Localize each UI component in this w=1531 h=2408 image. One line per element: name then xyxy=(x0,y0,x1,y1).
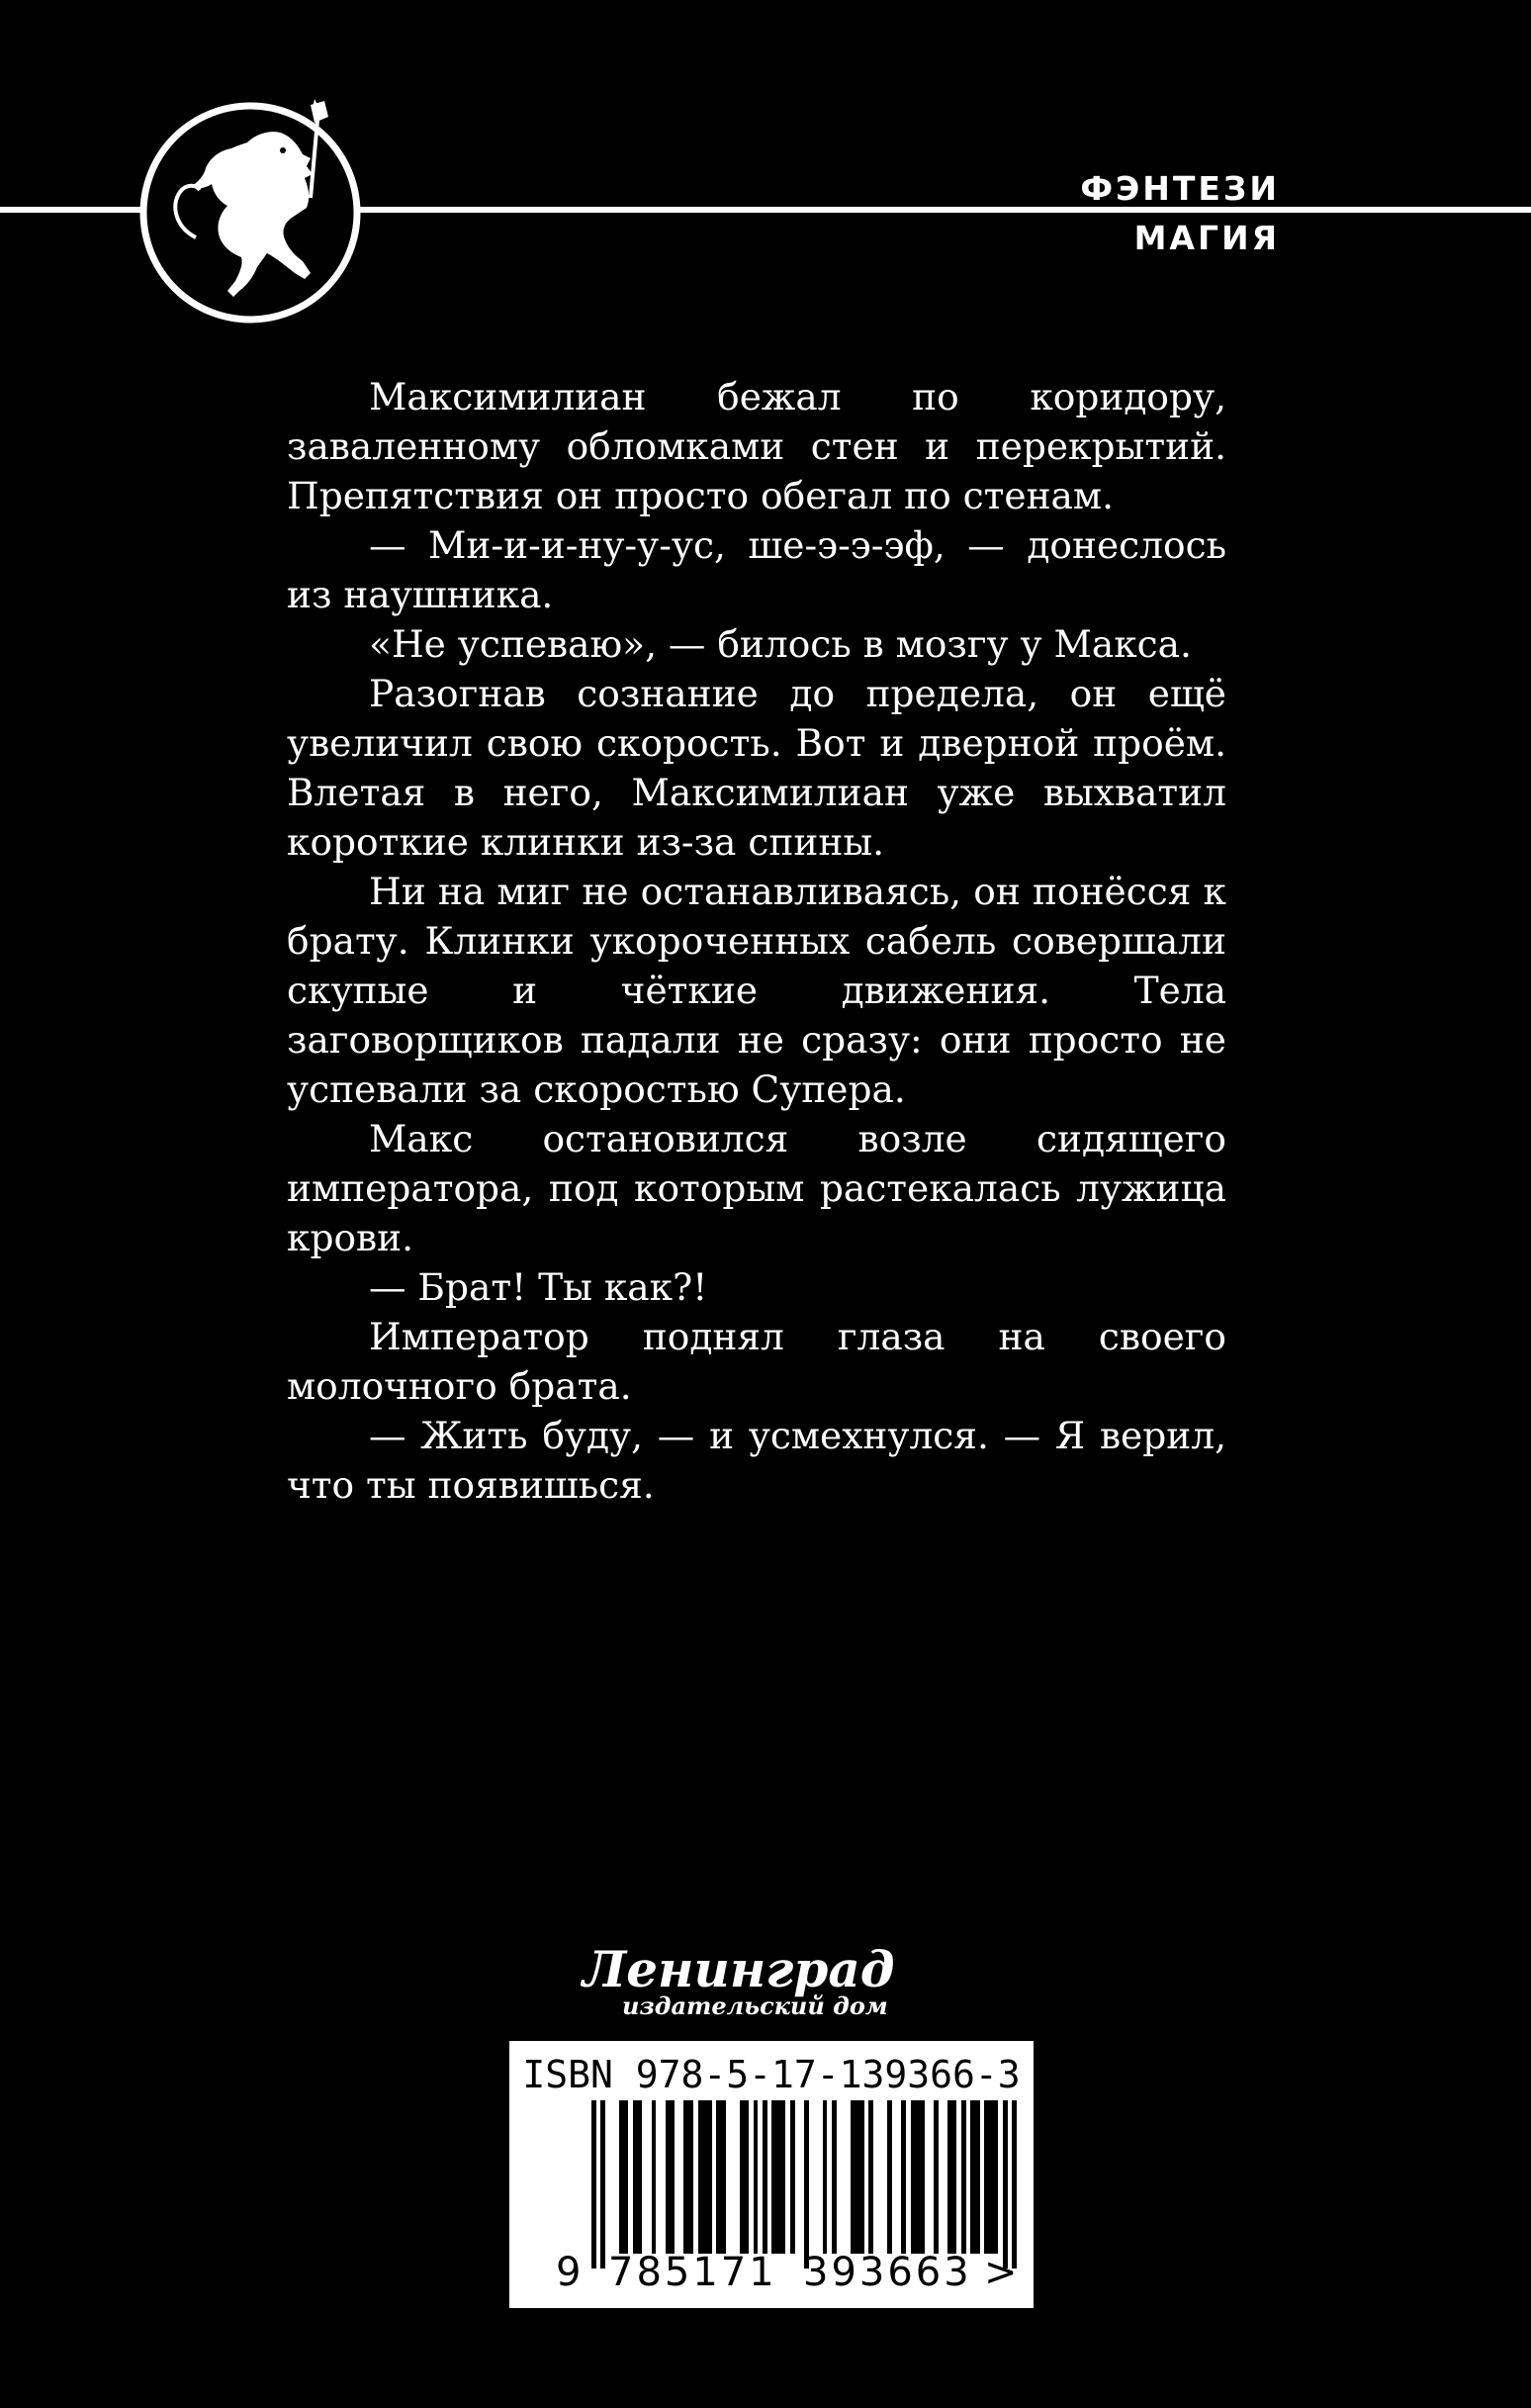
barcode-bar xyxy=(670,2100,675,2254)
barcode-bar xyxy=(859,2100,864,2254)
isbn-label: ISBN 978-5-17-139366-3 xyxy=(522,2053,1021,2096)
blurb-paragraph: Максимилиан бежал по коридору, заваленному обломками стен и перекрытий. Препятствия он просто обегал по стенам. xyxy=(287,375,1226,517)
blurb-text xyxy=(287,372,1226,1510)
barcode-bar xyxy=(832,2100,837,2254)
barcode-bar xyxy=(887,2100,892,2254)
barcode-bar xyxy=(600,2100,605,2269)
blurb-paragraph: Разогнав сознание до предела, он ещё увеличил свою скорость. Вот и дверной проём. Влетая в него, Максимилиан уже выхватил короткие клинки из-за спины. xyxy=(287,672,1226,864)
lion-emblem-icon xyxy=(136,99,364,326)
barcode-left-digits: 785171 xyxy=(608,2250,777,2295)
blurb-paragraph: — Ми-и-и-ну-у-ус, ше-э-э-эф, — донеслось из наушника. xyxy=(287,523,1226,616)
blurb-paragraph: Ни на миг не останавливаясь, он понёсся к брату. Клинки укороченных сабель совершали скупые и чёткие движения. Тела заговорщиков падали не сразу: они просто не успевали за скоростью Супера. xyxy=(287,870,1226,1111)
genre-fantasy: ФЭНТЕЗИ xyxy=(1080,169,1280,208)
barcode-bar xyxy=(688,2100,693,2254)
barcode-bar xyxy=(1012,2100,1017,2269)
blurb-paragraph: Император поднял глаза на своего молочного брата. xyxy=(287,1315,1226,1408)
genre-labels xyxy=(1080,164,1280,263)
barcode-bar xyxy=(790,2100,795,2254)
blurb-paragraph: — Жить буду, — и усмехнулся. — Я верил, что ты появишься. xyxy=(287,1414,1226,1507)
barcode-bar xyxy=(744,2100,749,2254)
barcode-bar xyxy=(804,2100,809,2269)
publisher-subtitle: издательский дом xyxy=(622,1991,888,2018)
barcode-quiet-mark: > xyxy=(984,2250,1018,2295)
barcode-bar xyxy=(754,2100,759,2254)
barcode-bar xyxy=(721,2100,726,2254)
barcode-bar xyxy=(763,2100,767,2254)
barcode-bar xyxy=(920,2100,925,2254)
barcode-bar xyxy=(781,2100,786,2254)
barcode-bar xyxy=(994,2100,999,2254)
genre-magic: МАГИЯ xyxy=(1133,219,1280,257)
barcode-bar xyxy=(591,2100,596,2269)
barcode-bar xyxy=(1003,2100,1008,2269)
barcode-bar xyxy=(652,2100,657,2254)
barcode-bar xyxy=(823,2100,828,2254)
barcode-box xyxy=(509,2041,1034,2308)
publisher-logo xyxy=(579,1939,935,2018)
barcode-bar xyxy=(707,2100,712,2254)
blurb-paragraph: «Не успеваю», — билось в мозгу у Макса. xyxy=(369,622,1192,666)
barcode-bar xyxy=(868,2100,873,2254)
barcode-lead-digit: 9 xyxy=(556,2250,582,2295)
blurb-paragraph: — Брат! Ты как?! xyxy=(369,1265,708,1309)
barcode-bar xyxy=(624,2100,629,2254)
barcode-bar xyxy=(952,2100,957,2254)
publisher-name: Ленинград xyxy=(583,1940,895,1998)
barcode-right-digits: 393663 xyxy=(803,2250,972,2295)
barcode-bars xyxy=(591,2100,1017,2254)
barcode-bar xyxy=(934,2100,939,2254)
barcode-bar xyxy=(901,2100,906,2254)
barcode-bar xyxy=(975,2100,980,2254)
barcode-bar xyxy=(638,2100,643,2254)
blurb-paragraph: Макс остановился возле сидящего императора, под которым растекалась лужица крови. xyxy=(287,1117,1226,1259)
barcode-bar xyxy=(961,2100,966,2254)
